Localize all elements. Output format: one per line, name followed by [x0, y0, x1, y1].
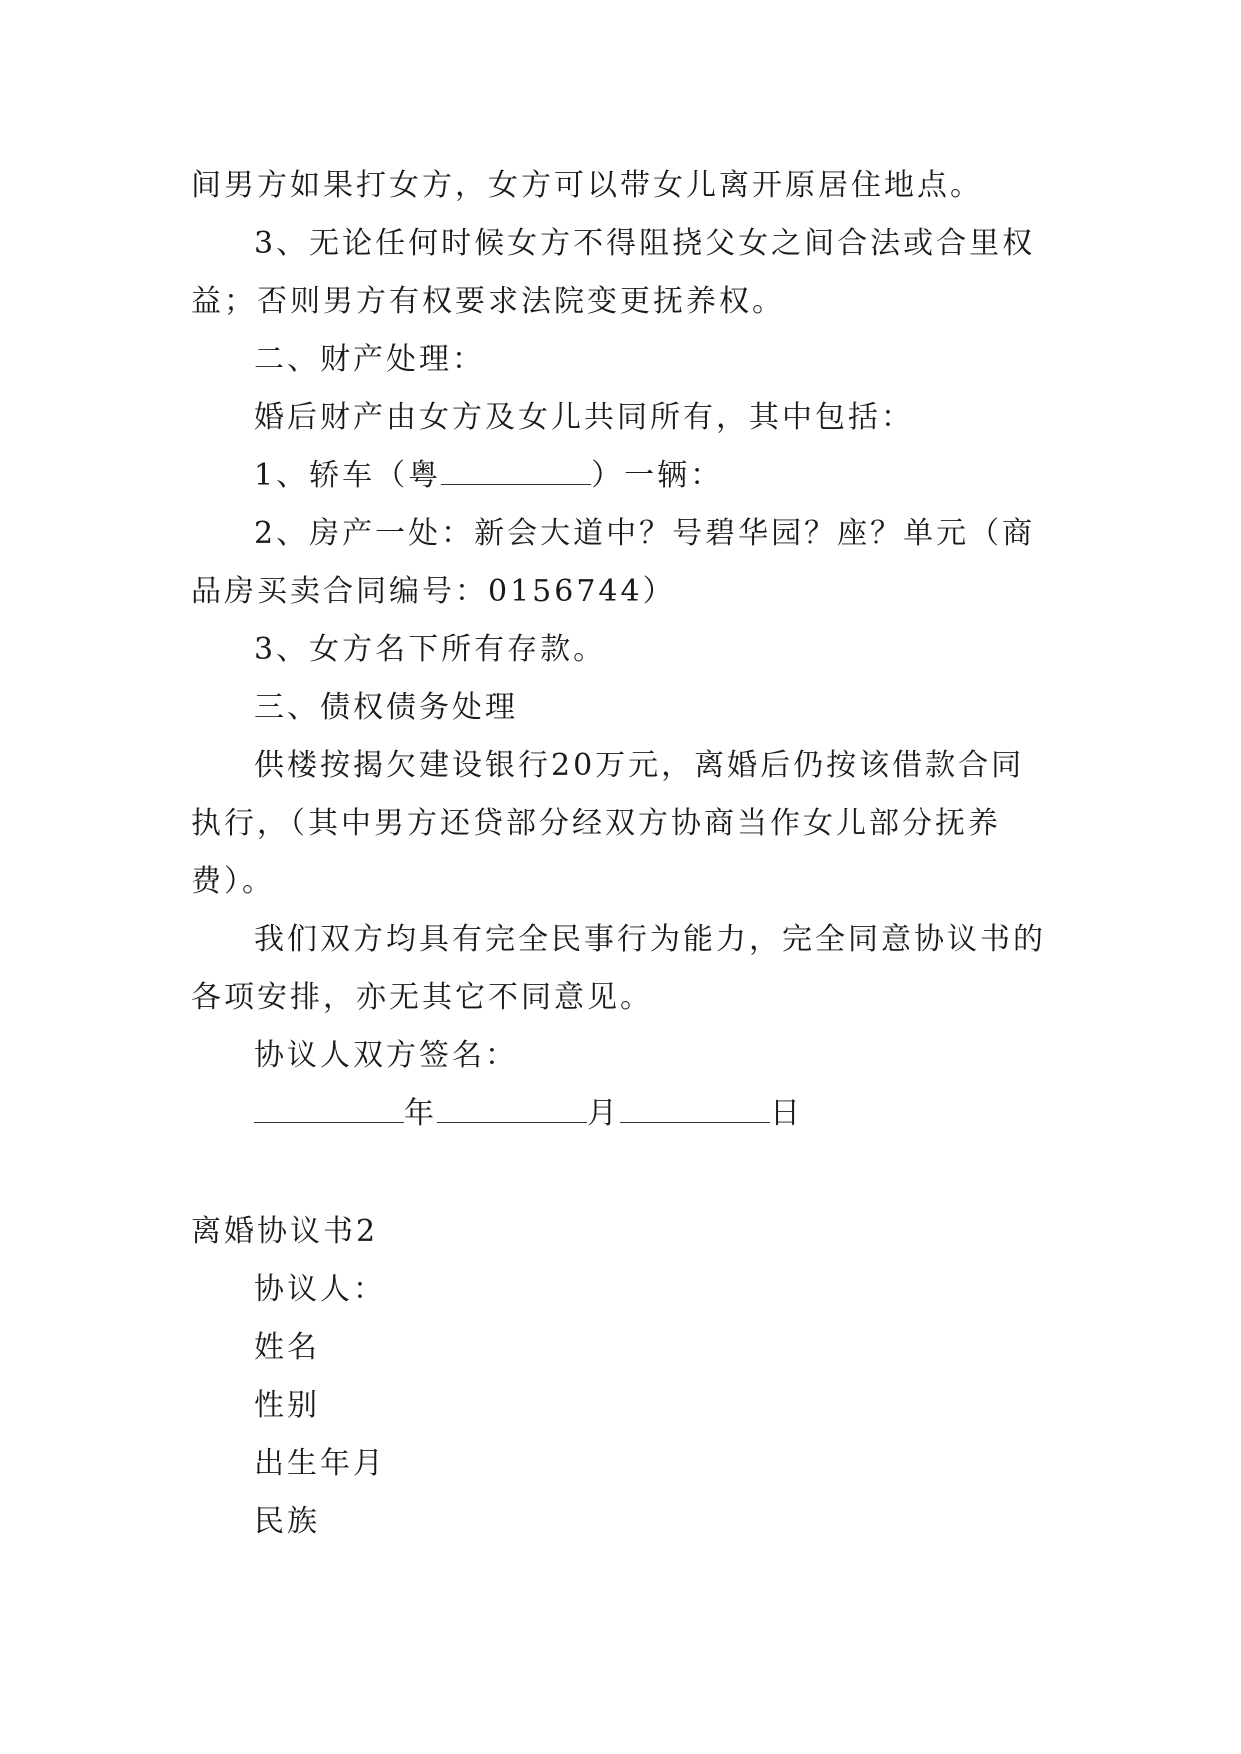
fill-in-blank	[441, 462, 591, 485]
paragraph-line: 供楼按揭欠建设银行20万元，离婚后仍按该借款合同	[254, 748, 1025, 783]
paragraph-line: 品房买卖合同编号：0156744）	[191, 574, 676, 609]
month-blank	[437, 1100, 587, 1123]
paragraph-line: 3、女方名下所有存款。	[254, 632, 607, 667]
paragraph-line: 间男方如果打女方，女方可以带女儿离开原居住地点。	[191, 168, 983, 203]
paragraph-line: 费）。	[191, 864, 275, 899]
day-blank	[620, 1100, 770, 1123]
section-heading: 三、债权债务处理	[254, 690, 518, 725]
section-heading: 二、财产处理：	[254, 342, 485, 377]
paragraph-line: 益；否则男方有权要求法院变更抚养权。	[191, 284, 785, 319]
car-line	[254, 457, 723, 495]
field-label: 性别	[254, 1388, 320, 1423]
field-label: 民族	[254, 1504, 320, 1539]
car-line-suffix: ）一辆：	[591, 458, 724, 493]
paragraph-line: 3、无论任何时候女方不得阻挠父女之间合法或合里权	[254, 226, 1036, 261]
field-label: 出生年月	[254, 1446, 386, 1481]
paragraph-line: 婚后财产由女方及女儿共同所有，其中包括：	[254, 400, 914, 435]
car-line-prefix: 1、轿车（粤	[254, 458, 442, 493]
signature-label: 协议人双方签名：	[254, 1038, 518, 1073]
document-title-2: 离婚协议书2	[191, 1214, 379, 1249]
paragraph-line: 各项安排，亦无其它不同意见。	[191, 980, 653, 1015]
field-label: 协议人：	[254, 1272, 386, 1307]
field-label: 姓名	[254, 1330, 320, 1365]
year-blank	[254, 1100, 404, 1123]
month-label: 月	[587, 1096, 620, 1131]
year-label: 年	[404, 1096, 437, 1131]
paragraph-line: 执行，（其中男方还贷部分经双方协商当作女儿部分抚养	[191, 806, 1001, 841]
date-line	[254, 1095, 803, 1133]
paragraph-line: 2、房产一处：新会大道中？号碧华园？座？单元（商	[254, 516, 1036, 551]
paragraph-line: 我们双方均具有完全民事行为能力，完全同意协议书的	[254, 922, 1046, 957]
day-label: 日	[770, 1096, 803, 1131]
